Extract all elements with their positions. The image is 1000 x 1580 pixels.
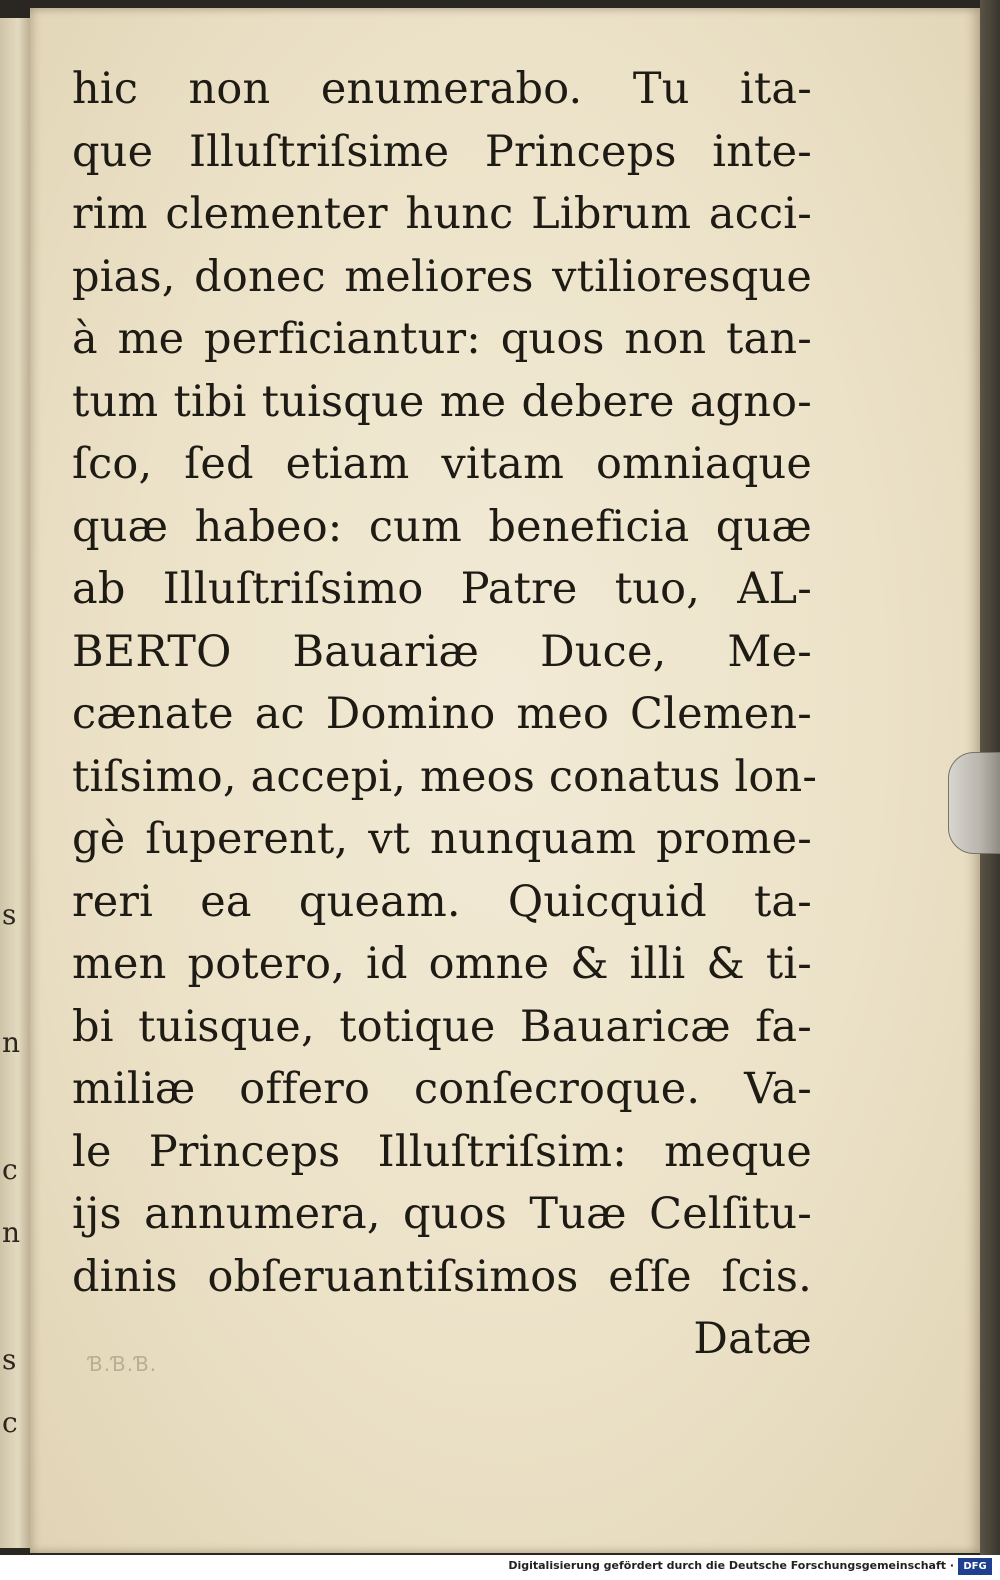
text-line: ab Illuſtriſsimo Patre tuo, AL- [72, 564, 812, 614]
margin-mark: s [2, 898, 17, 931]
library-stamp: Ɓ.Ɓ.Ɓ. [88, 1352, 158, 1376]
margin-mark: n [2, 1026, 21, 1059]
text-line: tiſsimo, accepi, meos conatus lon- [72, 751, 818, 802]
funding-credit: Digitalisierung gefördert durch die Deutsche Forschungsgemeinschaft · [508, 1559, 954, 1572]
page-text [72, 58, 818, 1371]
text-line: dinis obſeruantiſsimos eſſe ſcis. [72, 1251, 812, 1302]
margin-mark: c [2, 1406, 18, 1439]
margin-mark: n [2, 1216, 21, 1249]
text-line: rim clementer hunc Librum acci- [72, 189, 812, 239]
text-line: bi tuisque, totique Bauaricæ fa- [72, 1001, 812, 1052]
margin-mark: s [2, 1343, 17, 1376]
text-line: cænate ac Domino meo Clemen- [72, 689, 812, 739]
text-line: le Princeps Illuſtriſsim: meque [72, 1126, 812, 1177]
text-line: que Illuſtriſsime Princeps inte- [72, 126, 812, 177]
footer-bar [0, 1555, 1000, 1580]
text-line: reri ea queam. Quicquid ta- [72, 876, 812, 927]
text-line: pias, donec meliores vtilioresque [72, 251, 812, 302]
text-line: ſco, ſed etiam vitam omniaque [72, 439, 812, 489]
catchword: Datæ [693, 1314, 812, 1364]
page-clip [948, 752, 1000, 854]
text-line: hic non enumerabo. Tu ita- [72, 64, 812, 114]
dfg-logo: DFG [958, 1558, 992, 1575]
margin-mark: c [2, 1153, 18, 1186]
text-line: ijs annumera, quos Tuæ Celſitu- [72, 1189, 812, 1239]
text-line: à me perficiantur: quos non tan- [72, 314, 812, 364]
text-line: gè ſuperent, vt nunquam prome- [72, 814, 812, 864]
previous-page-edge [0, 18, 31, 1548]
text-line: BERTO Bauariæ Duce, Me- [72, 626, 812, 677]
text-line: miliæ offero conſecroque. Va- [72, 1064, 812, 1114]
text-line: quæ habeo: cum beneficia quæ [72, 501, 812, 552]
text-line: men potero, id omne & illi & ti- [72, 939, 812, 989]
text-line: tum tibi tuisque me debere agno- [72, 376, 812, 427]
